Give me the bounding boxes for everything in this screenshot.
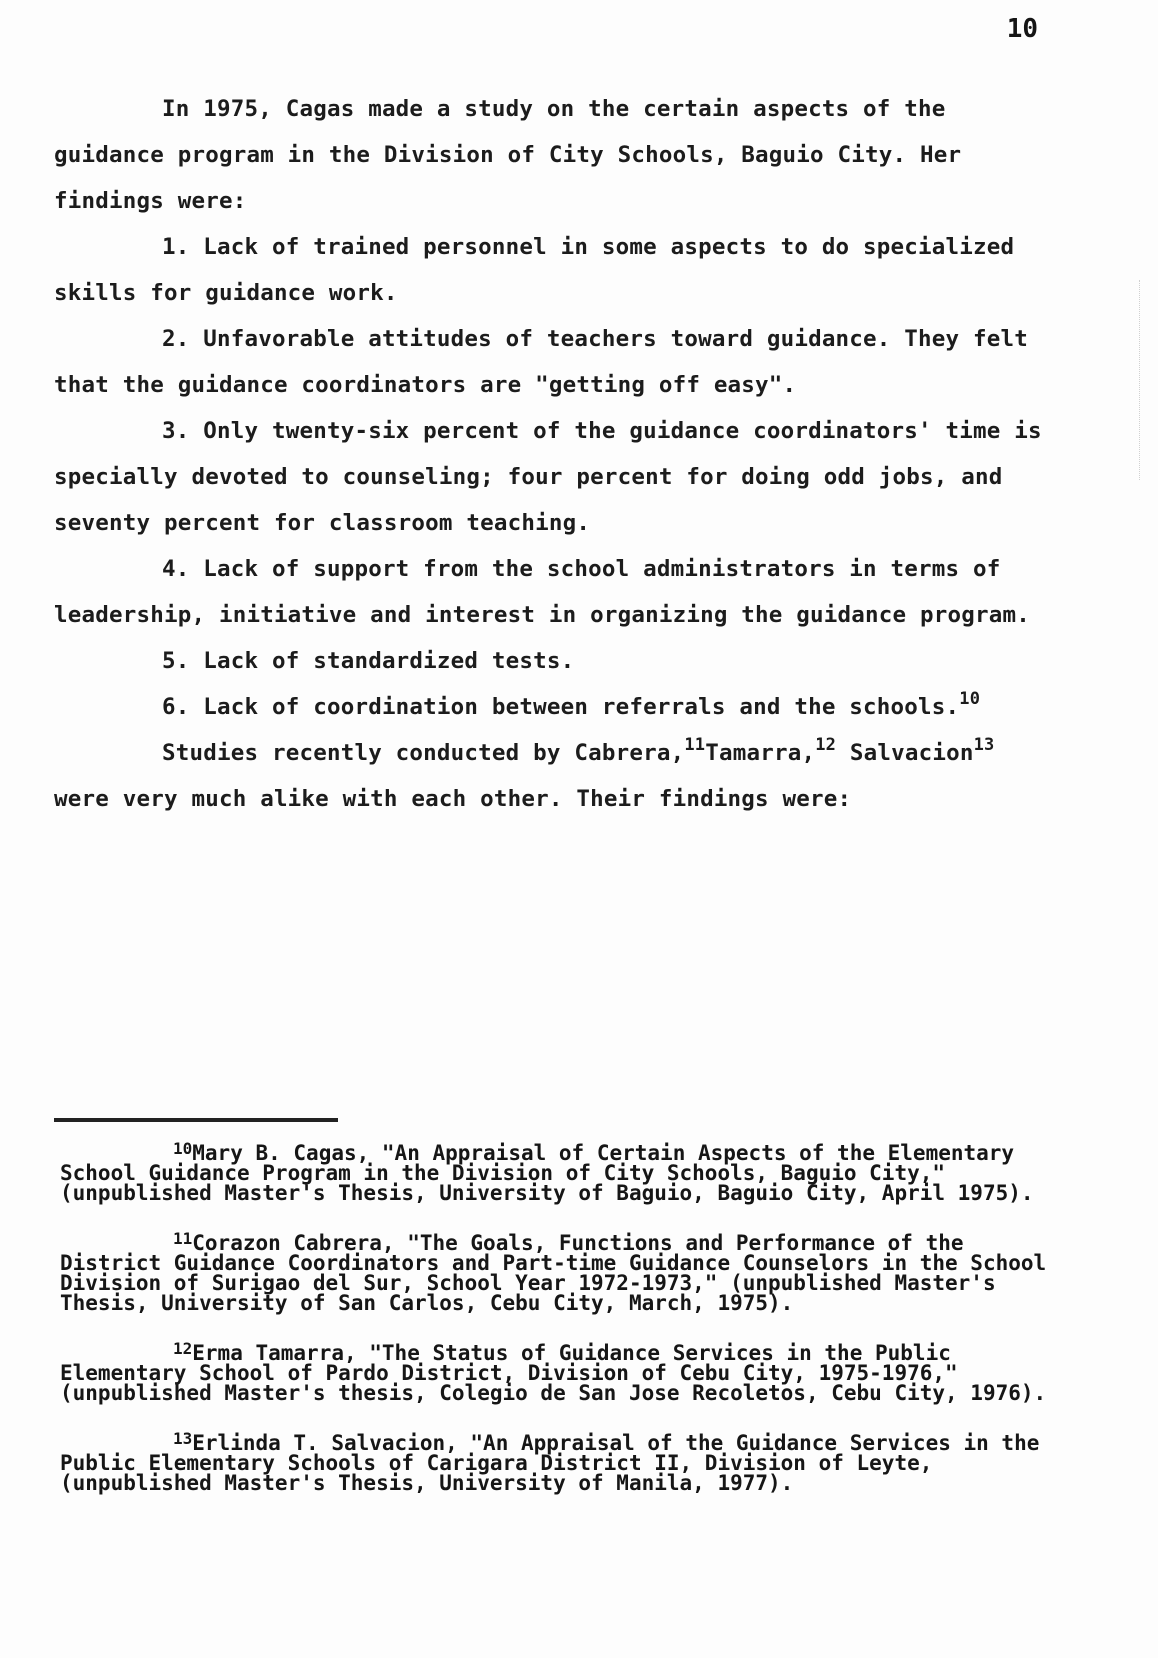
footnote-number: 13 xyxy=(173,1429,193,1448)
footnote-number: 11 xyxy=(173,1229,193,1248)
footnote-text: Erma Tamarra, "The Status of Guidance Services in the Public Elementary School of Pardo District, Division of Cebu City, 1975-1976," (unpublished Master's thesis, Colegio de San Jose Recoletos, Cebu City, 1976). xyxy=(60,1341,1047,1405)
finding-3: 3. Only twenty-six percent of the guidance coordinators' time is specially devoted to counseling; four percent for doing odd jobs, and seventy percent for classroom teaching. xyxy=(54,418,1042,536)
footnote-ref-11[interactable]: 11 xyxy=(684,735,706,755)
footnote-ref-12[interactable]: 12 xyxy=(815,735,837,755)
footnote-11 xyxy=(60,1229,1060,1315)
footnote-text: Mary B. Cagas, "An Appraisal of Certain Aspects of the Elementary School Guidance Program in the Division of City Schools, Baguio City," (unpublished Master's Thesis, University of Baguio, Baguio City, April 1975). xyxy=(60,1141,1034,1205)
footnote-divider xyxy=(54,1118,338,1122)
footnote-12 xyxy=(60,1339,1060,1405)
footnote-text: Corazon Cabrera, "The Goals, Functions and Performance of the District Guidance Coordinators and Part-time Guidance Counselors in the School Division of Surigao del Sur, School Year 1972-1973," (unpublished Master's Thesis, University of San Carlos, Cebu City, March, 1975). xyxy=(60,1231,1047,1315)
footnote-number: 10 xyxy=(173,1139,193,1158)
scan-margin-marks xyxy=(1137,280,1140,480)
footnote-10 xyxy=(60,1139,1060,1205)
footnote-ref-10[interactable]: 10 xyxy=(959,689,981,709)
finding-6: 6. Lack of coordination between referrals and the schools.$^{10}$ xyxy=(162,689,981,720)
footnotes-section xyxy=(60,1139,1060,1523)
footnote-number: 12 xyxy=(173,1339,193,1358)
paragraph-studies: Studies recently conducted by Cabrera,$^{11}$Tamarra,$^{12}$ Salvacion$^{13}$ were very much alike with each other. Their findings were: xyxy=(54,735,995,812)
body-text xyxy=(54,86,1054,822)
footnote-text: Erlinda T. Salvacion, "An Appraisal of the Guidance Services in the Public Elementary Schools of Carigara District II, Division of Leyte, (unpublished Master's Thesis, University of Manila, 1977). xyxy=(60,1431,1040,1495)
finding-1: 1. Lack of trained personnel in some aspects to do specialized skills for guidance work. xyxy=(54,234,1015,306)
finding-4: 4. Lack of support from the school administrators in terms of leadership, initiative and interest in organizing the guidance program. xyxy=(54,556,1030,628)
finding-5: 5. Lack of standardized tests. xyxy=(162,648,575,674)
footnote-ref-13[interactable]: 13 xyxy=(973,735,995,755)
footnote-13 xyxy=(60,1429,1060,1495)
page-number: 10 xyxy=(1006,14,1038,44)
paragraph-intro: In 1975, Cagas made a study on the certain aspects of the guidance program in the Division of City Schools, Baguio City. Her findings were: xyxy=(54,96,962,214)
finding-2: 2. Unfavorable attitudes of teachers toward guidance. They felt that the guidance coordinators are "getting off easy". xyxy=(54,326,1029,398)
